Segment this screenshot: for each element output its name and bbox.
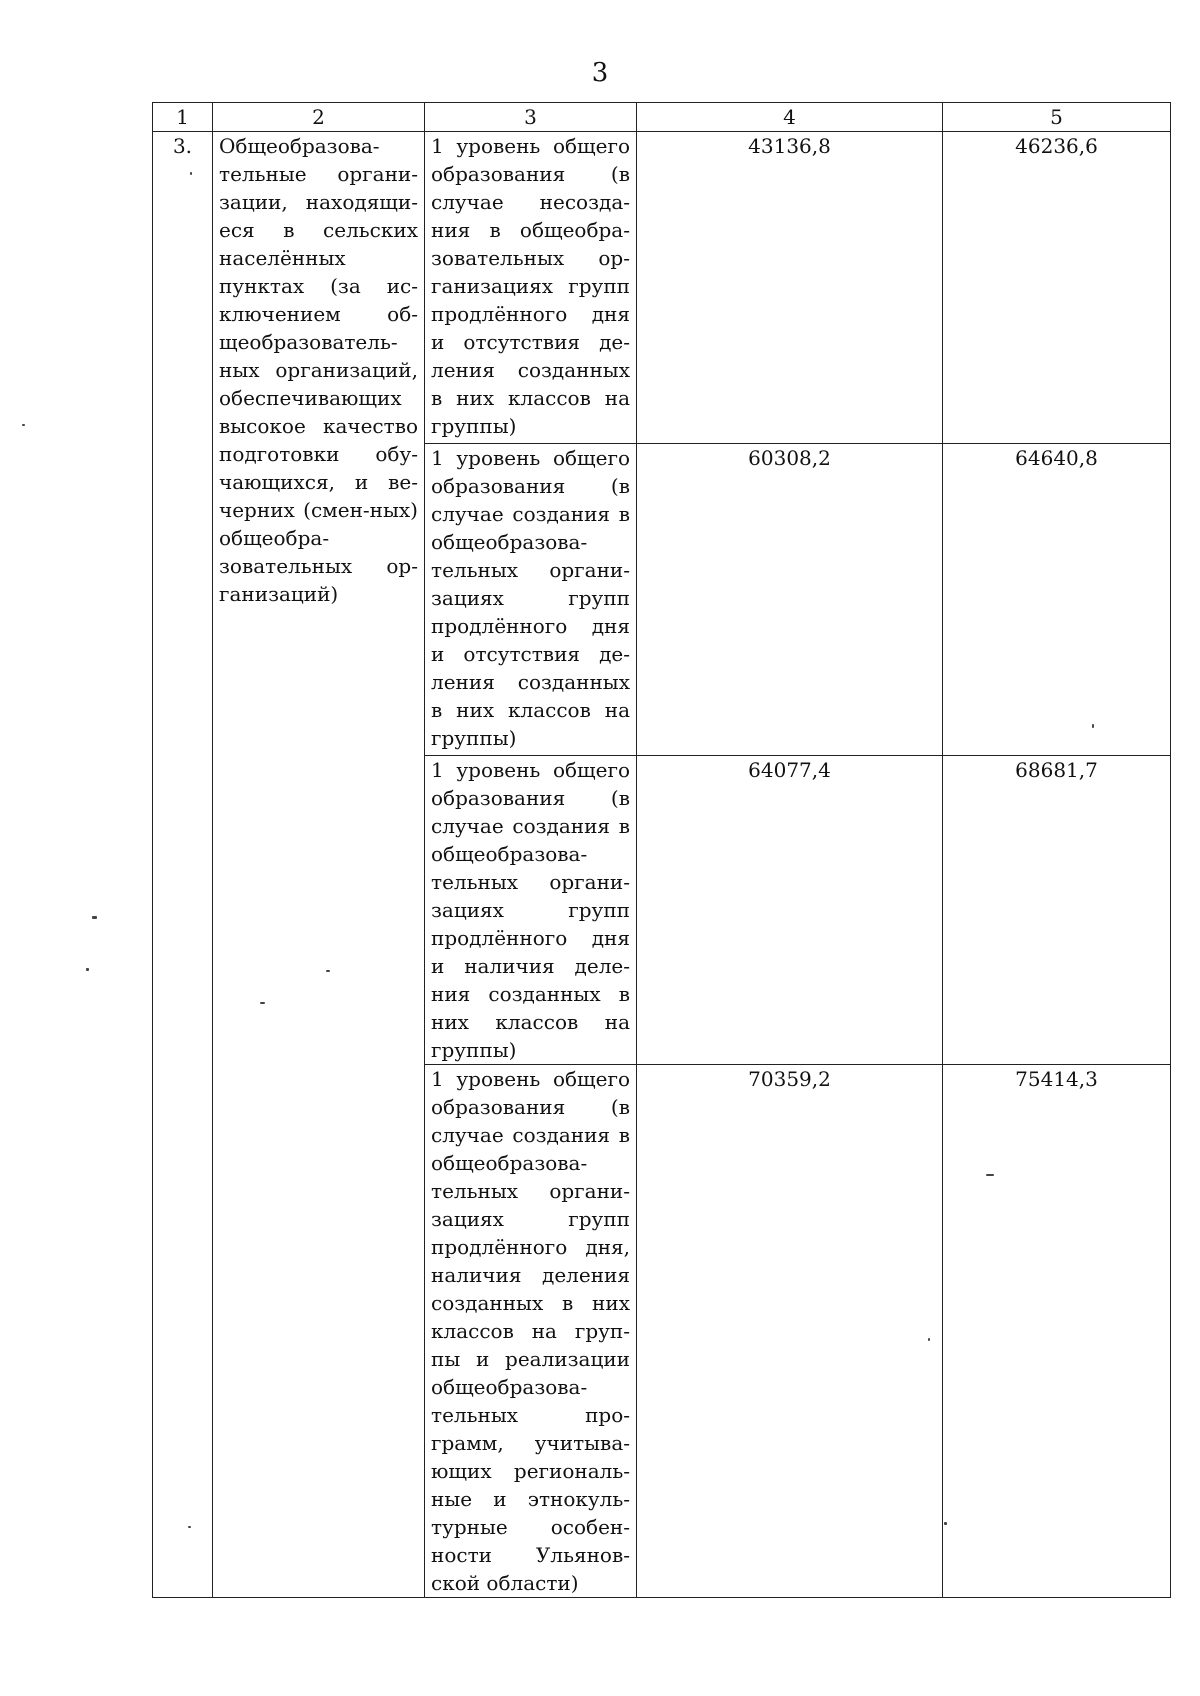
scan-speck xyxy=(22,424,25,426)
value-col4-cell: 70359,2 xyxy=(637,1065,943,1598)
scan-speck xyxy=(928,1338,930,1341)
value-col5-cell: 46236,6 xyxy=(943,132,1171,444)
scan-speck xyxy=(86,968,89,971)
education-level-cell: 1 уровень общего образования (в случае создания в общеобразова-тельных органи-зациях групп продлённого дня и наличия деле-ния созданных в них классов на группы) xyxy=(425,756,637,1065)
value-col4-cell: 60308,2 xyxy=(637,444,943,756)
scan-speck xyxy=(944,1522,947,1525)
value-col5-cell: 64640,8 xyxy=(943,444,1171,756)
column-header-2: 2 xyxy=(213,103,425,132)
scan-speck xyxy=(188,1526,191,1528)
scan-speck xyxy=(986,1174,994,1176)
education-level-cell: 1 уровень общего образования (в случае несозда-ния в общеобра-зовательных ор-ганизациях групп продлённого дня и отсутствия де-ления созданных в них классов на группы) xyxy=(425,132,637,444)
table-header-row xyxy=(153,103,1171,132)
value-col5-cell: 68681,7 xyxy=(943,756,1171,1065)
page-number: 3 xyxy=(591,58,609,88)
value-col5-cell: 75414,3 xyxy=(943,1065,1171,1598)
value-col4-cell: 64077,4 xyxy=(637,756,943,1065)
column-header-5: 5 xyxy=(943,103,1171,132)
scan-speck xyxy=(190,172,192,175)
scan-speck xyxy=(1092,724,1094,728)
column-header-4: 4 xyxy=(637,103,943,132)
scan-speck xyxy=(92,916,97,919)
row-number-cell: 3. xyxy=(153,132,213,1598)
value-col4-cell: 43136,8 xyxy=(637,132,943,444)
tariff-table xyxy=(152,102,1171,1598)
column-header-3: 3 xyxy=(425,103,637,132)
column-header-1: 1 xyxy=(153,103,213,132)
table-row xyxy=(153,132,1171,444)
education-level-cell: 1 уровень общего образования (в случае создания в общеобразова-тельных органи-зациях групп продлённого дня и отсутствия де-ления созданных в них классов на группы) xyxy=(425,444,637,756)
education-level-cell: 1 уровень общего образования (в случае создания в общеобразова-тельных органи-зациях групп продлённого дня, наличия деления созданных в них классов на груп-пы и реализации общеобразова-тельных про-грамм, учитыва-ющих региональ-ные и этнокуль-турные особен-ности Ульянов-ской области) xyxy=(425,1065,637,1598)
scan-speck xyxy=(326,970,330,972)
institution-type-cell: Общеобразова-тельные органи-зации, находящи-еся в сельских населённых пунктах (за ис-ключением об-щеобразователь-ных организаций, обеспечивающих высокое качество подготовки обу-чающихся, и ве-черних (смен-ных) общеобра-зовательных ор-ганизаций) xyxy=(213,132,425,1598)
scan-speck xyxy=(260,1002,265,1004)
